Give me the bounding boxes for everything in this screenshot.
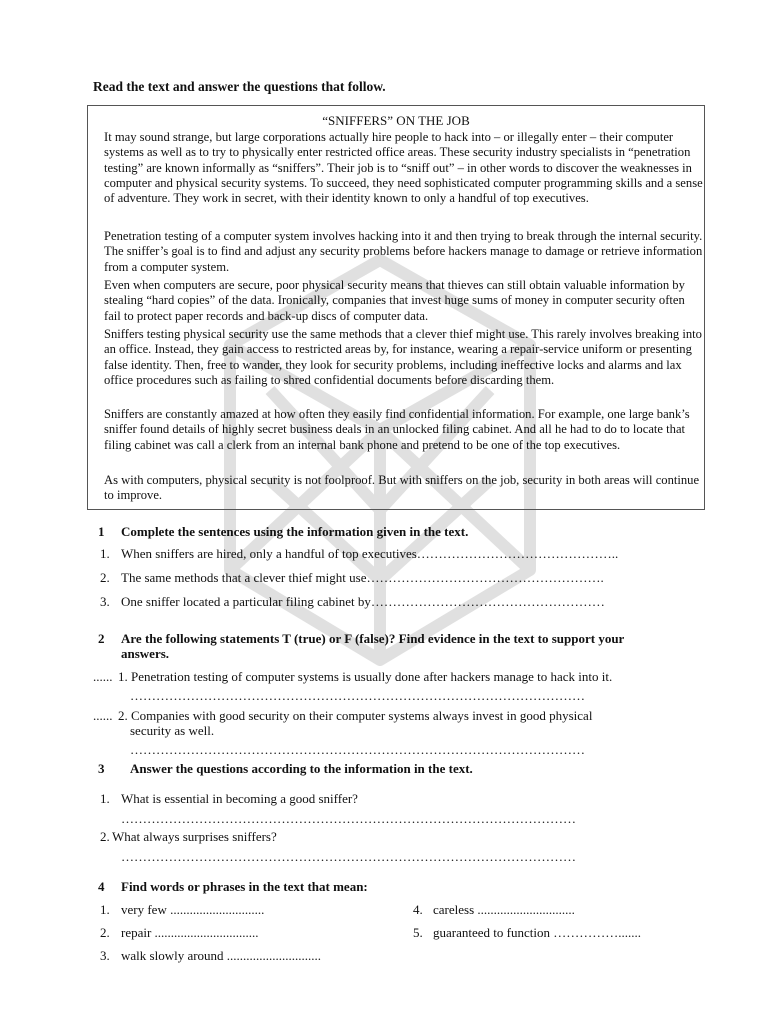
s4-right-item-4-text[interactable]: careless .............................. xyxy=(433,902,575,917)
s4-right-item-5-text[interactable]: guaranteed to function ……………....... xyxy=(433,925,641,940)
s1-item-1-num: 1. xyxy=(100,546,110,561)
passage-box xyxy=(87,105,705,510)
section-4-heading: Find words or phrases in the text that mean: xyxy=(121,879,368,894)
passage-paragraph-1: It may sound strange, but large corporations actually hire people to hack into – or illegally enter – their computer systems as well as to try to physically enter restricted office areas. These security industry specialists in “penetration testing” are known informally as “sniffers”. Their job is to “sniff out” – in other words to discover the weaknesses in computer and physical security systems. To succeed, they need sophisticated computer programming skills and a sense of adventure. They work in secret, with their identity known to only a handful of top executives. xyxy=(104,130,703,206)
s4-left-item-1-text[interactable]: very few ............................. xyxy=(121,902,265,917)
s3-item-1-answer-line[interactable]: …………………………………………………………………………………………… xyxy=(121,811,576,826)
s1-item-2-num: 2. xyxy=(100,570,110,585)
section-1-number: 1 xyxy=(98,524,105,539)
passage-paragraph-4: Sniffers testing physical security use the same methods that a clever thief might use. This rarely involves breaking into an office. Instead, they gain access to restricted areas by, for instance, wearing a repair-service uniform or presenting false identity. Then, free to wander, they look for security problems, including ineffective locks and alarms and lax office procedures such as failing to shred confidential documents before discarding them. xyxy=(104,327,702,387)
passage-title: “SNIFFERS” ON THE JOB xyxy=(322,113,470,128)
s3-item-2-answer-line[interactable]: …………………………………………………………………………………………… xyxy=(121,849,576,864)
section-2-heading-line2: answers. xyxy=(121,646,170,661)
s1-item-2-text: The same methods that a clever thief might use………………………………………………. xyxy=(121,570,604,585)
s4-right-item-4-num: 4. xyxy=(413,902,423,917)
passage-paragraph-2: Penetration testing of a computer system involves hacking into it and then trying to break through the internal security. The sniffer’s goal is to find and adjust any security problems before hackers manage to damage or retrieve information from a computer system. xyxy=(104,229,703,274)
s4-left-item-1-num: 1. xyxy=(100,902,110,917)
s4-left-item-2-text[interactable]: repair ................................ xyxy=(121,925,259,940)
s3-item-2-num: 2. xyxy=(100,829,110,844)
section-2-heading-line1: Are the following statements T (true) or F (false)? Find evidence in the text to support your xyxy=(121,631,625,646)
s1-item-3-num: 3. xyxy=(100,594,110,609)
s4-left-item-3-num: 3. xyxy=(100,948,110,963)
s2-item-2-statement: 2. Companies with good security on their computer systems always invest in good physical xyxy=(118,708,593,723)
s3-item-1-question: What is essential in becoming a good sniffer? xyxy=(121,791,358,806)
instruction-heading: Read the text and answer the questions that follow. xyxy=(93,79,386,94)
section-2-number: 2 xyxy=(98,631,105,646)
s2-item-1-answer-blank[interactable]: ...... xyxy=(93,669,113,684)
section-1-heading: Complete the sentences using the information given in the text. xyxy=(121,524,469,539)
s4-left-item-2-num: 2. xyxy=(100,925,110,940)
s2-item-1-statement: 1. Penetration testing of computer systems is usually done after hackers manage to hack into it. xyxy=(118,669,613,684)
passage-paragraph-6: As with computers, physical security is not foolproof. But with sniffers on the job, security in both areas will continue to improve. xyxy=(104,473,700,503)
s1-item-1-text: When sniffers are hired, only a handful of top executives……………………………………….. xyxy=(121,546,619,561)
s3-item-2-question: What always surprises sniffers? xyxy=(112,829,277,844)
s2-item-2-answer-blank[interactable]: ...... xyxy=(93,708,113,723)
s2-item-2-evidence-line[interactable]: …………………………………………………………………………………………… xyxy=(130,742,585,757)
s4-right-item-5-num: 5. xyxy=(413,925,423,940)
section-3-heading: Answer the questions according to the information in the text. xyxy=(130,761,473,776)
s3-item-1-num: 1. xyxy=(100,791,110,806)
section-4-number: 4 xyxy=(98,879,105,894)
s4-left-item-3-text[interactable]: walk slowly around ............................. xyxy=(121,948,322,963)
section-3-number: 3 xyxy=(98,761,105,776)
s1-item-3-text: One sniffer located a particular filing cabinet by……………………………………………… xyxy=(121,594,605,609)
passage-paragraph-5: Sniffers are constantly amazed at how often they easily find confidential information. For example, one large bank’s sniffer found details of highly secret business deals in an unlocked filing cabinet. And all he had to do to locate that filing cabinet was call a clerk from an internal bank phone and pretend to be one of the top executives. xyxy=(104,407,690,452)
s2-item-2-statement-cont: security as well. xyxy=(130,723,215,738)
passage-paragraph-3: Even when computers are secure, poor physical security means that thieves can still obtain valuable information by stealing “hard copies” of the data. Ironically, companies that invest huge sums of money in computer security often fail to protect paper records and back-up discs of computer data. xyxy=(104,278,685,323)
s2-item-1-evidence-line[interactable]: …………………………………………………………………………………………… xyxy=(130,688,585,703)
